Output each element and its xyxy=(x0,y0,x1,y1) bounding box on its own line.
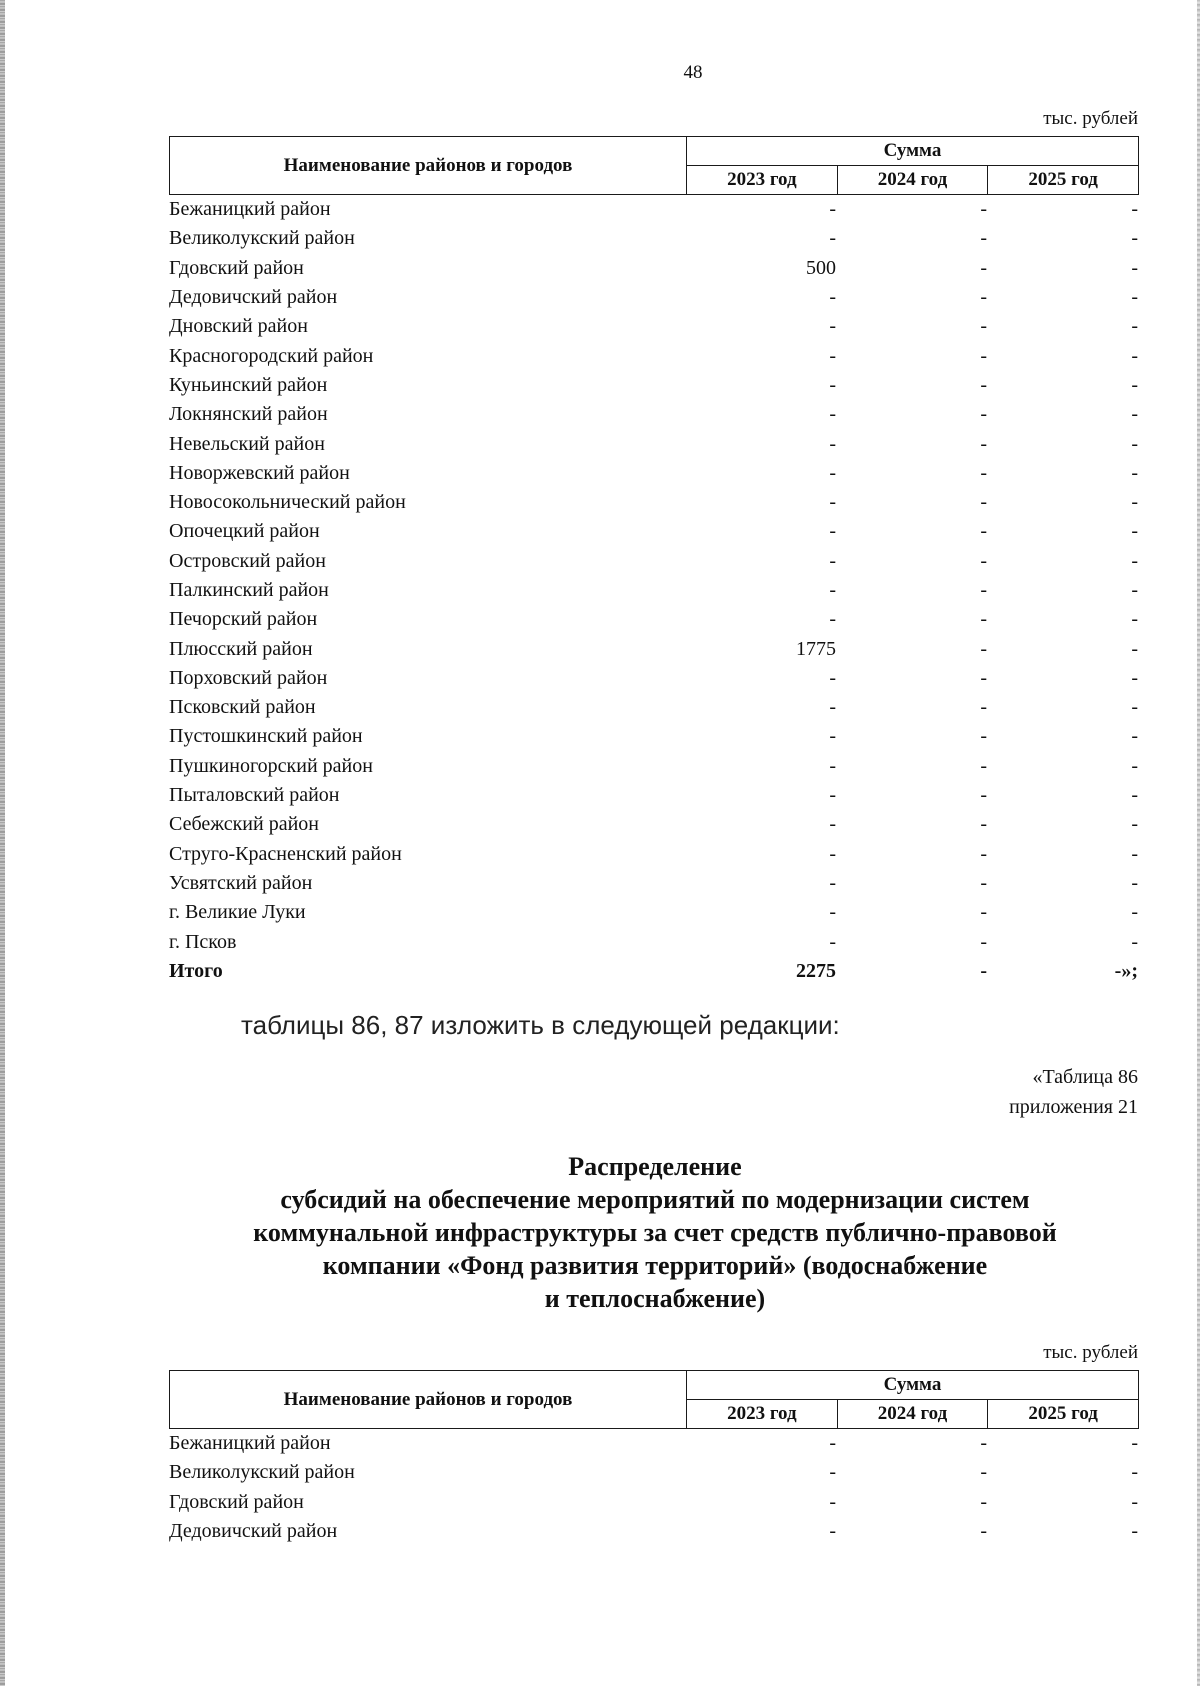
table-caption xyxy=(1009,1062,1138,1122)
row-value-2023: - xyxy=(829,842,836,865)
table-row xyxy=(169,869,1139,898)
row-name: г. Великие Луки xyxy=(169,901,306,924)
row-name: Дедовичский район xyxy=(169,1520,338,1543)
row-value-2024: - xyxy=(980,696,987,719)
table-row xyxy=(169,898,1139,927)
table-row xyxy=(169,634,1139,663)
header-year-2024: 2024 год xyxy=(837,166,988,195)
row-value-2024: - xyxy=(980,608,987,631)
header-name-column: Наименование районов и городов xyxy=(170,1371,687,1429)
row-value-2023: - xyxy=(829,666,836,689)
row-value-2025: - xyxy=(1131,520,1138,543)
row-value-2024: - xyxy=(980,198,987,221)
row-name: Дедовичский район xyxy=(169,286,338,309)
table-row xyxy=(169,722,1139,751)
table-row xyxy=(169,840,1139,869)
title-line: коммунальной инфраструктуры за счет средств публично-правовой xyxy=(253,1218,1057,1247)
row-name: Себежский район xyxy=(169,813,319,836)
table-row xyxy=(169,810,1139,839)
table-top-body xyxy=(169,195,1139,957)
row-value-2023: - xyxy=(829,1432,836,1455)
row-value-2024: - xyxy=(980,725,987,748)
row-value-2023: - xyxy=(829,461,836,484)
row-value-2025: - xyxy=(1131,373,1138,396)
row-value-2023: - xyxy=(829,930,836,953)
row-value-2025: - xyxy=(1131,491,1138,514)
row-value-2025: - xyxy=(1131,286,1138,309)
row-name: Итого xyxy=(169,959,223,982)
table-row xyxy=(169,459,1139,488)
table-row xyxy=(169,605,1139,634)
title-line: субсидий на обеспечение мероприятий по модернизации систем xyxy=(280,1185,1030,1214)
row-value-2025: - xyxy=(1131,901,1138,924)
header-name-column: Наименование районов и городов xyxy=(170,137,687,195)
row-value-2025: - xyxy=(1131,637,1138,660)
row-value-2024: - xyxy=(980,491,987,514)
title-line: Распределение xyxy=(568,1152,742,1181)
row-value-2024: - xyxy=(980,637,987,660)
row-value-2025: - xyxy=(1131,842,1138,865)
table-row xyxy=(169,752,1139,781)
row-value-2025: - xyxy=(1131,666,1138,689)
row-name: Новосокольнический район xyxy=(169,491,406,514)
table-top xyxy=(169,136,1139,986)
row-value-2023: - xyxy=(829,227,836,250)
row-name: Струго-Красненский район xyxy=(169,842,402,865)
table-row xyxy=(169,547,1139,576)
row-value-2023: - xyxy=(829,491,836,514)
table-row xyxy=(169,195,1139,224)
row-value-2025: - xyxy=(1131,403,1138,426)
row-value-2023: - xyxy=(829,784,836,807)
row-value-2023: - xyxy=(829,1461,836,1484)
row-name: Гдовский район xyxy=(169,1490,304,1513)
table-row xyxy=(169,1517,1139,1546)
row-value-2025: - xyxy=(1131,579,1138,601)
row-name: Бежаницкий район xyxy=(169,1432,331,1455)
row-name: Псковский район xyxy=(169,696,316,719)
table-row xyxy=(169,781,1139,810)
row-value-2023: - xyxy=(829,549,836,572)
row-value-2024: - xyxy=(980,1520,987,1543)
row-name: Порховский район xyxy=(169,666,328,689)
row-value-2024: - xyxy=(980,344,987,367)
row-value-2024: - xyxy=(980,461,987,484)
table-row xyxy=(169,400,1139,429)
row-name: г. Псков xyxy=(169,930,237,953)
table-row xyxy=(169,254,1139,283)
row-value-2025: - xyxy=(1131,813,1138,836)
row-value-2024: - xyxy=(980,784,987,807)
header-year-2025: 2025 год xyxy=(988,1400,1139,1429)
row-value-2025: - xyxy=(1131,1461,1138,1484)
row-value-2024: - xyxy=(980,754,987,777)
row-value-2023: 1775 xyxy=(796,637,836,660)
row-value-2024: - xyxy=(980,959,987,982)
header-year-2024: 2024 год xyxy=(837,1400,988,1429)
table-row xyxy=(169,1458,1139,1487)
row-value-2025: - xyxy=(1131,1432,1138,1455)
row-value-2023: - xyxy=(829,403,836,426)
row-value-2023: - xyxy=(829,901,836,924)
row-value-2023: - xyxy=(829,813,836,836)
row-name: Красногородский район xyxy=(169,344,374,367)
row-name: Дновский район xyxy=(169,315,308,338)
row-value-2024: - xyxy=(980,1432,987,1455)
row-value-2023: - xyxy=(829,432,836,455)
row-value-2023: - xyxy=(829,373,836,396)
row-name: Бежаницкий район xyxy=(169,198,331,221)
table-row xyxy=(169,517,1139,546)
row-value-2025: - xyxy=(1131,549,1138,572)
row-value-2024: - xyxy=(980,579,987,601)
row-value-2023: - xyxy=(829,198,836,221)
row-name: Локнянский район xyxy=(169,403,328,426)
table-row xyxy=(169,1488,1139,1517)
table-bottom xyxy=(169,1370,1139,1546)
row-value-2024: - xyxy=(980,256,987,279)
table-row xyxy=(169,576,1139,605)
row-value-2025: - xyxy=(1131,871,1138,894)
row-name: Гдовский район xyxy=(169,256,304,279)
row-value-2024: - xyxy=(980,227,987,250)
row-value-2023: - xyxy=(829,520,836,543)
page-number: 48 xyxy=(683,62,703,83)
row-value-2023: - xyxy=(829,871,836,894)
caption-appendix: приложения 21 xyxy=(1009,1096,1138,1118)
row-value-2023: - xyxy=(829,315,836,338)
row-value-2024: - xyxy=(980,403,987,426)
row-value-2024: - xyxy=(980,1490,987,1513)
header-sum-column: Сумма xyxy=(687,137,1139,166)
row-value-2024: - xyxy=(980,1461,987,1484)
row-value-2025: - xyxy=(1131,198,1138,221)
row-value-2024: - xyxy=(980,286,987,309)
header-sum-column: Сумма xyxy=(687,1371,1139,1400)
header-year-2025: 2025 год xyxy=(988,166,1139,195)
row-name: Опочецкий район xyxy=(169,520,320,543)
row-value-2024: - xyxy=(980,666,987,689)
row-value-2024: - xyxy=(980,901,987,924)
table-row xyxy=(169,429,1139,458)
row-name: Пыталовский район xyxy=(169,784,340,807)
row-value-2023: - xyxy=(829,1490,836,1513)
header-year-2023: 2023 год xyxy=(687,1400,838,1429)
row-value-2024: - xyxy=(980,842,987,865)
row-value-2025: - xyxy=(1131,344,1138,367)
row-name: Великолукский район xyxy=(169,227,355,250)
scan-edge-left xyxy=(0,0,5,1686)
row-value-2025: - xyxy=(1131,1520,1138,1543)
title-line: и теплоснабжение) xyxy=(544,1284,766,1313)
row-value-2025: - xyxy=(1131,930,1138,953)
row-value-2024: - xyxy=(980,373,987,396)
row-value-2025: - xyxy=(1131,754,1138,777)
row-value-2023: 2275 xyxy=(796,959,836,982)
row-value-2025: - xyxy=(1131,256,1138,279)
row-value-2025: - xyxy=(1131,432,1138,455)
row-name: Усвятский район xyxy=(169,871,313,894)
row-value-2025: -»; xyxy=(1114,959,1138,982)
row-value-2024: - xyxy=(980,930,987,953)
table-row xyxy=(169,1429,1139,1458)
row-value-2024: - xyxy=(980,520,987,543)
row-value-2023: - xyxy=(829,754,836,777)
row-value-2023: - xyxy=(829,696,836,719)
row-name: Островский район xyxy=(169,549,326,572)
instruction-paragraph: таблицы 86, 87 изложить в следующей редакции: xyxy=(241,1010,840,1040)
table-row xyxy=(169,664,1139,693)
row-name: Великолукский район xyxy=(169,1461,355,1484)
row-value-2023: 500 xyxy=(806,256,836,279)
row-name: Палкинский район xyxy=(169,579,329,601)
row-value-2023: - xyxy=(829,1520,836,1543)
row-value-2023: - xyxy=(829,579,836,601)
row-name: Печорский район xyxy=(169,608,318,631)
row-value-2023: - xyxy=(829,286,836,309)
table-row xyxy=(169,693,1139,722)
document-title xyxy=(160,1150,1150,1315)
row-value-2024: - xyxy=(980,432,987,455)
table-row xyxy=(169,927,1139,956)
row-value-2025: - xyxy=(1131,608,1138,631)
table-row xyxy=(169,283,1139,312)
row-value-2024: - xyxy=(980,315,987,338)
row-value-2025: - xyxy=(1131,315,1138,338)
title-line: компании «Фонд развития территорий» (водоснабжение xyxy=(322,1251,988,1280)
row-value-2023: - xyxy=(829,344,836,367)
row-name: Куньинский район xyxy=(169,373,328,396)
row-value-2024: - xyxy=(980,871,987,894)
row-name: Пустошкинский район xyxy=(169,725,363,748)
row-value-2024: - xyxy=(980,549,987,572)
row-name: Новоржевский район xyxy=(169,461,350,484)
row-value-2025: - xyxy=(1131,696,1138,719)
row-name: Невельский район xyxy=(169,432,325,455)
table-top-header xyxy=(169,136,1139,195)
table-row xyxy=(169,371,1139,400)
row-value-2025: - xyxy=(1131,461,1138,484)
table-row xyxy=(169,488,1139,517)
row-name: Пушкиногорский район xyxy=(169,754,373,777)
table-row xyxy=(169,224,1139,253)
row-value-2025: - xyxy=(1131,784,1138,807)
table-row xyxy=(169,341,1139,370)
row-value-2023: - xyxy=(829,608,836,631)
unit-label-top: тыс. рублей xyxy=(1043,108,1138,129)
table-bottom-header xyxy=(169,1370,1139,1429)
unit-label-bottom: тыс. рублей xyxy=(1043,1342,1138,1363)
row-value-2025: - xyxy=(1131,1490,1138,1513)
row-name: Плюсский район xyxy=(169,637,313,660)
table-bottom-body xyxy=(169,1429,1139,1546)
row-value-2024: - xyxy=(980,813,987,836)
row-value-2025: - xyxy=(1131,227,1138,250)
table-row-total xyxy=(169,957,1139,986)
header-year-2023: 2023 год xyxy=(687,166,838,195)
row-value-2025: - xyxy=(1131,725,1138,748)
table-row xyxy=(169,312,1139,341)
caption-table-number: «Таблица 86 xyxy=(1032,1066,1138,1088)
row-value-2023: - xyxy=(829,725,836,748)
